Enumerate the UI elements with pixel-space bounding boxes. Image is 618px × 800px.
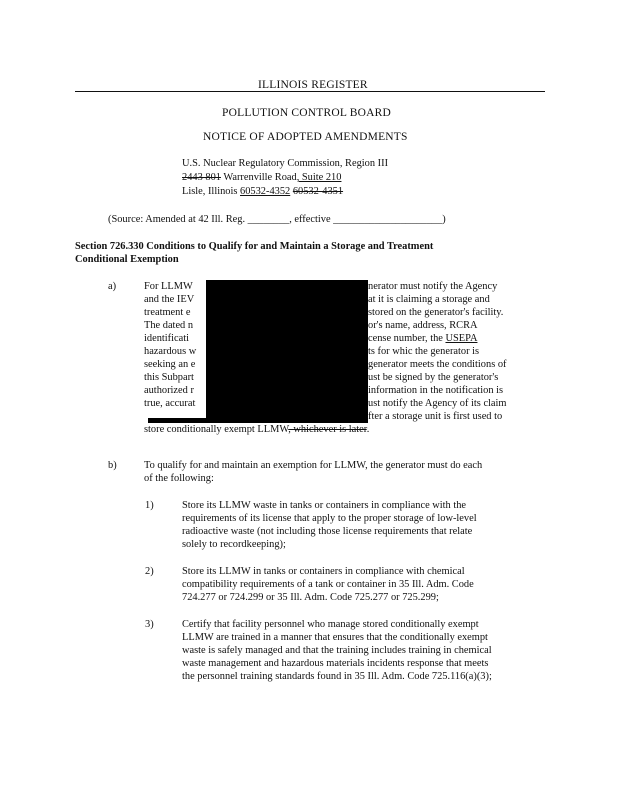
item-2-marker: 2) <box>145 566 154 577</box>
item-1-line: Store its LLMW waste in tanks or containers in compliance with the <box>182 500 467 511</box>
zip-new: 60532-4352 <box>240 186 291 197</box>
para-a-segment: cense number, the <box>368 333 446 344</box>
zip-old: 60532-4351 <box>292 186 344 197</box>
usepa-insert: USEPA <box>445 333 478 344</box>
source-line <box>108 214 446 226</box>
section-heading-line2: Conditional Exemption <box>75 254 179 265</box>
para-a-line: this Subpart <box>144 372 194 383</box>
para-a-line: at it is claiming a storage and <box>368 294 490 305</box>
para-a-line: ust notify the Agency of its claim <box>368 398 507 409</box>
para-a-line: authorized r <box>144 385 194 396</box>
item-1-line: radioactive waste (not including those license requirements that relate <box>182 526 473 537</box>
item-3-marker: 3) <box>145 619 154 630</box>
city-name: Lisle, Illinois <box>182 186 241 197</box>
item-1-line: requirements of its license that apply to the proper storage of low-level <box>182 513 477 524</box>
para-a-line: For LLMW <box>144 281 193 292</box>
para-a-line: identificati <box>144 333 190 344</box>
address-city <box>182 186 343 198</box>
para-a-line: seeking an e <box>144 359 196 370</box>
address-street <box>182 172 341 184</box>
para-a-line: ts for whic the generator is <box>368 346 480 357</box>
para-b-marker: b) <box>108 460 117 471</box>
para-a-line: ust be signed by the generator's <box>368 372 499 383</box>
para-a-line: generator meets the conditions of <box>368 359 507 370</box>
street-suite: , Suite 210 <box>296 172 342 183</box>
register-title: ILLINOIS REGISTER <box>258 79 368 91</box>
para-a-last-line <box>144 424 369 436</box>
header-rule <box>75 91 545 92</box>
para-a-line: treatment e <box>144 307 191 318</box>
para-a-line: nerator must notify the Agency <box>368 281 498 292</box>
item-2-line: Store its LLMW in tanks or containers in compliance with chemical <box>182 566 465 577</box>
para-a-line: stored on the generator's facility. <box>368 307 504 318</box>
item-3-line: LLMW are trained in a manner that ensures that the conditionally exempt <box>182 632 488 643</box>
street-old-number: 2443 801 <box>182 172 221 183</box>
para-a-segment: store conditionally exempt LLMW <box>144 424 289 435</box>
para-a-line: fter a storage unit is first used to <box>368 411 503 422</box>
item-3-line: waste management and hazardous materials incidents response that meets <box>182 658 489 669</box>
item-2-line: compatibility requirements of a tank or container in 35 Ill. Adm. Code <box>182 579 474 590</box>
para-a-line: or's name, address, RCRA <box>368 320 478 331</box>
agency-title: POLLUTION CONTROL BOARD <box>222 107 392 119</box>
redaction-block <box>148 418 368 423</box>
item-3-line: waste is safely managed and that the training includes training in chemical <box>182 645 492 656</box>
para-a-marker: a) <box>108 281 117 292</box>
address-name: U.S. Nuclear Regulatory Commission, Region III <box>182 158 389 169</box>
section-heading-line1: Section 726.330 Conditions to Qualify for and Maintain a Storage and Treatment <box>75 241 434 252</box>
para-a-line: The dated n <box>144 320 194 331</box>
para-b-line: of the following: <box>144 473 214 484</box>
para-a-segment: . <box>366 424 370 435</box>
para-a-line: and the IEV <box>144 294 195 305</box>
source-end: _____________________) <box>333 214 446 225</box>
para-b-line: To qualify for and maintain an exemption for LLMW, the generator must do each <box>144 460 483 471</box>
item-2-line: 724.277 or 724.299 or 35 Ill. Adm. Code 725.277 or 725.299; <box>182 592 439 603</box>
item-1-marker: 1) <box>145 500 154 511</box>
source-text: (Source: Amended at 42 Ill. Reg. ________, effective <box>108 214 334 225</box>
para-a-line: information in the notification is <box>368 385 504 396</box>
notice-title: NOTICE OF ADOPTED AMENDMENTS <box>203 131 408 143</box>
para-a-line: hazardous w <box>144 346 197 357</box>
para-a-line: true, accurat <box>144 398 196 409</box>
street-name: Warrenville Road <box>220 172 297 183</box>
item-3-line: the personnel training standards found in 35 Ill. Adm. Code 725.116(a)(3); <box>182 671 492 682</box>
item-1-line: solely to recordkeeping); <box>182 539 286 550</box>
deleted-text: , whichever is later <box>288 424 367 435</box>
para-a-line <box>368 333 477 345</box>
redaction-block <box>206 280 368 420</box>
item-3-line: Certify that facility personnel who manage stored conditionally exempt <box>182 619 479 630</box>
